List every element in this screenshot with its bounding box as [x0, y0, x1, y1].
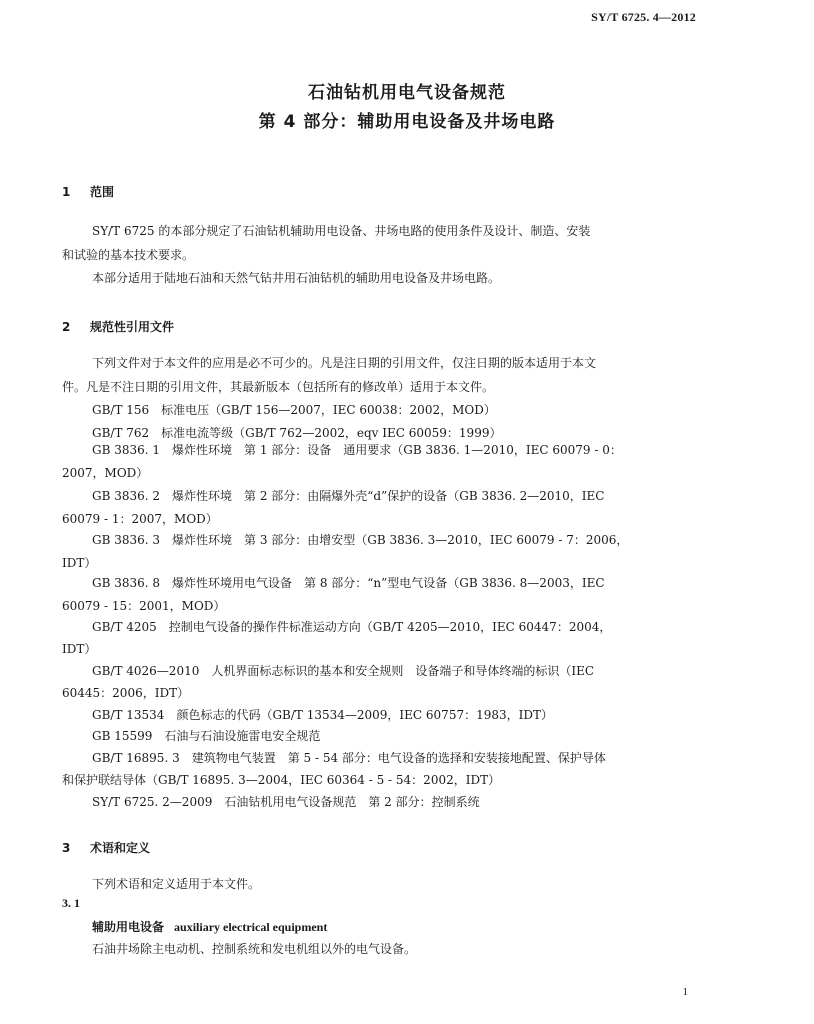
- reference-entry-continued: 60079 - 1：2007，MOD）: [62, 512, 218, 526]
- term-entry: [92, 920, 327, 934]
- reference-entry-continued: IDT）: [62, 642, 97, 656]
- reference-entry: GB 3836. 2 爆炸性环境 第 2 部分：由隔爆外壳“d”保护的设备（GB 3836. 2—2010，IEC: [92, 489, 605, 503]
- reference-entry: GB/T 13534 颜色标志的代码（GB/T 13534—2009，IEC 60757：1983，IDT）: [92, 708, 553, 722]
- reference-entry: GB 3836. 1 爆炸性环境 第 1 部分：设备 通用要求（GB 3836. 1—2010，IEC 60079 - 0：: [92, 443, 622, 457]
- paragraph-line: 本部分适用于陆地石油和天然气钻井用石油钻机的辅助用电设备及井场电路。: [92, 271, 501, 285]
- reference-entry: GB/T 156 标准电压（GB/T 156—2007，IEC 60038：2002，MOD）: [92, 403, 496, 417]
- section-heading-normative-references: [62, 318, 174, 335]
- section-title: 规范性引用文件: [90, 320, 175, 334]
- reference-entry: GB/T 762 标准电流等级（GB/T 762—2002，eqv IEC 60059：1999）: [92, 426, 502, 440]
- reference-entry: GB/T 4205 控制电气设备的操作件标准运动方向（GB/T 4205—2010，IEC 60447：2004，: [92, 620, 612, 634]
- section-title: 范围: [90, 185, 115, 199]
- standard-code: SY/T 6725. 4—2012: [591, 10, 696, 24]
- term-definition: 石油井场除主电动机、控制系统和发电机组以外的电气设备。: [92, 942, 417, 956]
- reference-entry: GB 3836. 3 爆炸性环境 第 3 部分：由增安型（GB 3836. 3—2010，IEC 60079 - 7：2006，: [92, 533, 629, 547]
- section-heading-scope: [62, 183, 114, 200]
- section-number: 1: [62, 185, 71, 199]
- paragraph-line: 下列术语和定义适用于本文件。: [92, 877, 261, 891]
- reference-entry: GB/T 16895. 3 建筑物电气装置 第 5 - 54 部分：电气设备的选择和安装接地配置、保护导体: [92, 751, 606, 765]
- reference-entry: SY/T 6725. 2—2009 石油钻机用电气设备规范 第 2 部分：控制系统: [92, 795, 480, 809]
- section-number: 2: [62, 320, 71, 334]
- section-title: 术语和定义: [90, 841, 151, 855]
- section-heading-terms: [62, 839, 150, 856]
- paragraph-line: 件。凡是不注日期的引用文件，其最新版本（包括所有的修改单）适用于本文件。: [62, 380, 495, 394]
- reference-entry: GB 3836. 8 爆炸性环境用电气设备 第 8 部分：“n”型电气设备（GB 3836. 8—2003，IEC: [92, 576, 605, 590]
- reference-entry-continued: 60445：2006，IDT）: [62, 686, 190, 700]
- reference-entry: GB 15599 石油与石油设施雷电安全规范: [92, 729, 321, 743]
- reference-entry-continued: 和保护联结导体（GB/T 16895. 3—2004，IEC 60364 - 5 - 54：2002，IDT）: [62, 773, 501, 787]
- document-subtitle: 第 4 部分：辅助用电设备及井场电路: [258, 112, 556, 132]
- document-title: 石油钻机用电气设备规范: [308, 83, 506, 103]
- reference-entry-continued: IDT）: [62, 556, 97, 570]
- reference-entry-continued: 2007，MOD）: [62, 466, 149, 480]
- reference-entry: GB/T 4026—2010 人机界面标志标识的基本和安全规则 设备端子和导体终端的标识（IEC: [92, 664, 595, 678]
- paragraph-line: SY/T 6725 的本部分规定了石油钻机辅助用电设备、井场电路的使用条件及设计、制造、安装: [92, 224, 591, 238]
- term-chinese: 辅助用电设备: [92, 920, 165, 934]
- paragraph-line: 和试验的基本技术要求。: [62, 248, 195, 262]
- paragraph-line: 下列文件对于本文件的应用是必不可少的。凡是注日期的引用文件，仅注日期的版本适用于本文: [92, 356, 597, 370]
- clause-number: 3. 1: [62, 896, 80, 910]
- reference-entry-continued: 60079 - 15：2001，MOD）: [62, 599, 226, 613]
- section-number: 3: [62, 841, 71, 855]
- page-number: 1: [682, 986, 688, 998]
- term-english: auxiliary electrical equipment: [174, 920, 328, 934]
